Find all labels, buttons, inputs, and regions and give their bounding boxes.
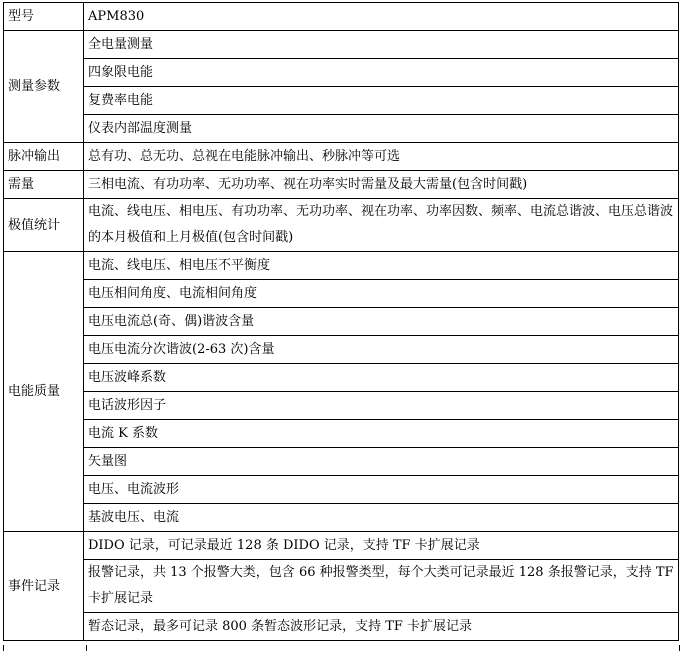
table-row-measurement	[4, 87, 679, 115]
table-row-demand	[4, 171, 679, 199]
table-row-power-quality	[4, 308, 679, 336]
power-quality-item: 电压、电流波形	[84, 476, 679, 504]
model-value: APM830	[84, 3, 679, 31]
pulse-output-label: 脉冲输出	[4, 143, 84, 171]
table-row-event-records	[4, 613, 679, 641]
event-records-label: 事件记录	[4, 532, 84, 641]
power-quality-item: 电流 K 系数	[84, 420, 679, 448]
table-row-event-records	[4, 532, 679, 560]
table-row-power-quality	[4, 280, 679, 308]
table-row-measurement	[4, 31, 679, 59]
table-row-power-quality	[4, 420, 679, 448]
spec-table	[3, 2, 679, 641]
table-row-power-quality	[4, 392, 679, 420]
pulse-output-value: 总有功、总无功、总视在电能脉冲输出、秒脉冲等可选	[84, 143, 679, 171]
event-records-item: 暂态记录，最多可记录 800 条暂态波形记录，支持 TF 卡扩展记录	[84, 613, 679, 641]
table-row-model	[4, 3, 679, 31]
power-quality-item: 电流、线电压、相电压不平衡度	[84, 252, 679, 280]
model-label: 型号	[4, 3, 84, 31]
table-row-power-quality	[4, 448, 679, 476]
measurement-item: 复费率电能	[84, 87, 679, 115]
table-row-power-quality	[4, 336, 679, 364]
power-quality-item: 电压电流分次谐波(2-63 次)含量	[84, 336, 679, 364]
measurement-item: 仪表内部温度测量	[84, 115, 679, 143]
event-records-item: 报警记录，共 13 个报警大类，包含 66 种报警类型，每个大类可记录最近 128 条报警记录，支持 TF 卡扩展记录	[84, 560, 679, 613]
table-row-extreme-stats	[4, 199, 679, 252]
table-row-measurement	[4, 59, 679, 87]
power-quality-item: 电压波峰系数	[84, 364, 679, 392]
measurement-item: 全电量测量	[84, 31, 679, 59]
demand-value: 三相电流、有功功率、无功功率、视在功率实时需量及最大需量(包含时间戳)	[84, 171, 679, 199]
power-quality-label: 电能质量	[4, 252, 84, 532]
table-row-power-quality	[4, 252, 679, 280]
table-row-power-quality	[4, 364, 679, 392]
power-quality-item: 电话波形因子	[84, 392, 679, 420]
extreme-stats-label: 极值统计	[4, 199, 84, 252]
measurement-label: 测量参数	[4, 31, 84, 143]
extreme-stats-value: 电流、线电压、相电压、有功功率、无功功率、视在功率、功率因数、频率、电流总谐波、电压总谐波的本月极值和上月极值(包含时间戳)	[84, 199, 679, 252]
power-quality-item: 基波电压、电流	[84, 504, 679, 532]
demand-label: 需量	[4, 171, 84, 199]
next-row-cutoff	[3, 645, 680, 651]
power-quality-item: 电压电流总(奇、偶)谐波含量	[84, 308, 679, 336]
event-records-item: DIDO 记录，可记录最近 128 条 DIDO 记录，支持 TF 卡扩展记录	[84, 532, 679, 560]
table-row-pulse-output	[4, 143, 679, 171]
power-quality-item: 矢量图	[84, 448, 679, 476]
power-quality-item: 电压相间角度、电流相间角度	[84, 280, 679, 308]
table-row-power-quality	[4, 504, 679, 532]
table-row-event-records	[4, 560, 679, 613]
table-row-measurement	[4, 115, 679, 143]
column-divider	[86, 645, 87, 651]
measurement-item: 四象限电能	[84, 59, 679, 87]
table-row-power-quality	[4, 476, 679, 504]
